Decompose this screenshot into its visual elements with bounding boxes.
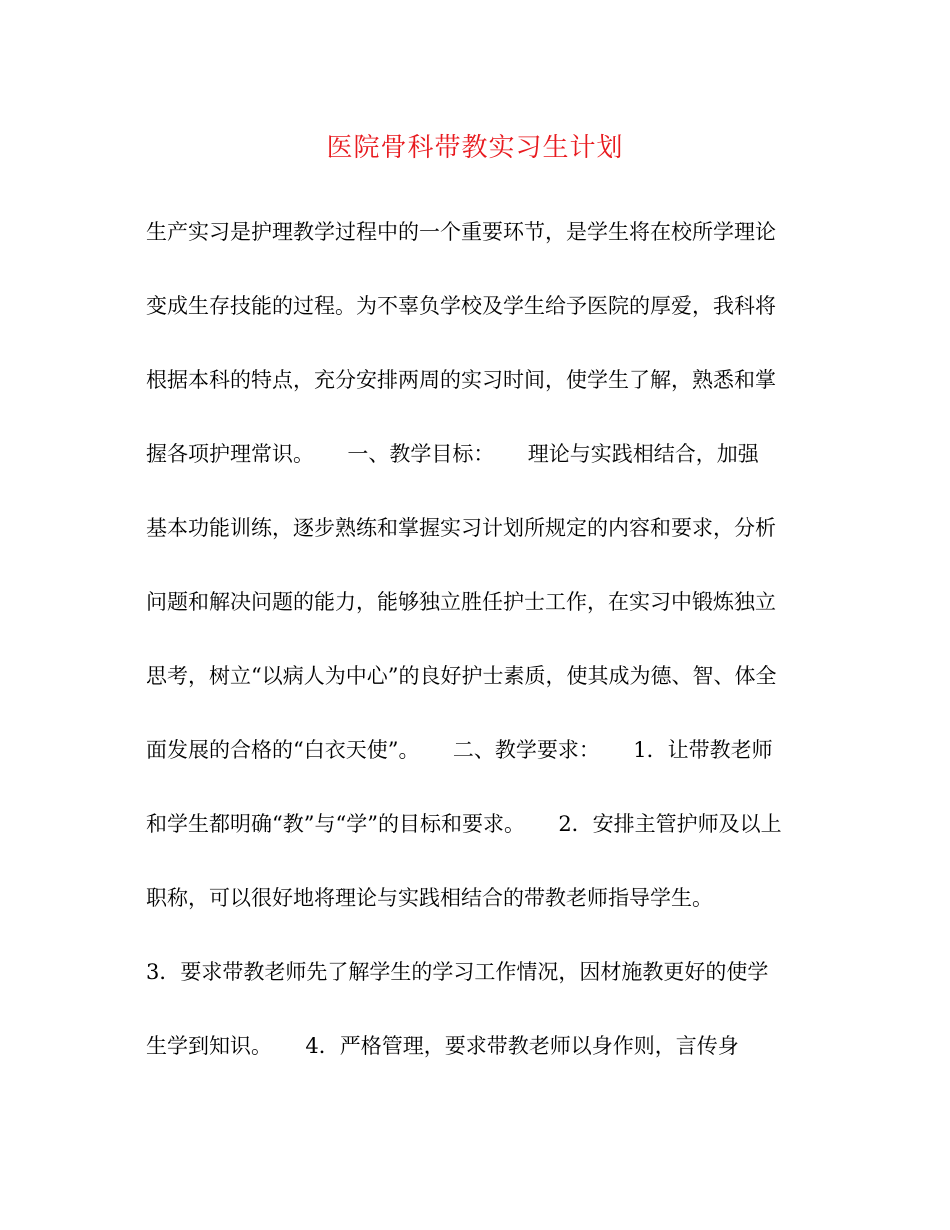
body-line-8: 面发展的合格的“白衣天使”。 二、教学要求： 1．让带教老师 xyxy=(146,738,773,762)
body-line-5: 基本功能训练，逐步熟练和掌握实习计划所规定的内容和要求，分析 xyxy=(146,516,776,540)
document-body xyxy=(146,212,826,1100)
body-line-2: 变成生存技能的过程。为不辜负学校及学生给予医院的厚爱，我科将 xyxy=(146,294,776,318)
body-line-9: 和学生都明确“教”与“学”的目标和要求。 2．安排主管护师及以上 xyxy=(146,812,782,836)
body-line-11: 3．要求带教老师先了解学生的学习工作情况，因材施教更好的使学 xyxy=(146,960,769,984)
body-line-1: 生产实习是护理教学过程中的一个重要环节，是学生将在校所学理论 xyxy=(146,220,776,244)
body-line-10: 职称，可以很好地将理论与实践相结合的带教老师指导学生。 xyxy=(146,886,713,910)
body-line-7: 思考，树立“以病人为中心”的良好护士素质，使其成为德、智、体全 xyxy=(146,664,777,688)
body-line-4: 握各项护理常识。 一、教学目标： 理论与实践相结合，加强 xyxy=(146,442,759,466)
body-line-6: 问题和解决问题的能力，能够独立胜任护士工作，在实习中锻炼独立 xyxy=(146,590,776,614)
body-line-3: 根据本科的特点，充分安排两周的实习时间，使学生了解，熟悉和掌 xyxy=(146,368,776,392)
body-line-12: 生学到知识。 4．严格管理，要求带教老师以身作则，言传身 xyxy=(146,1034,739,1058)
document-title: 医院骨科带教实习生计划 xyxy=(326,133,624,163)
